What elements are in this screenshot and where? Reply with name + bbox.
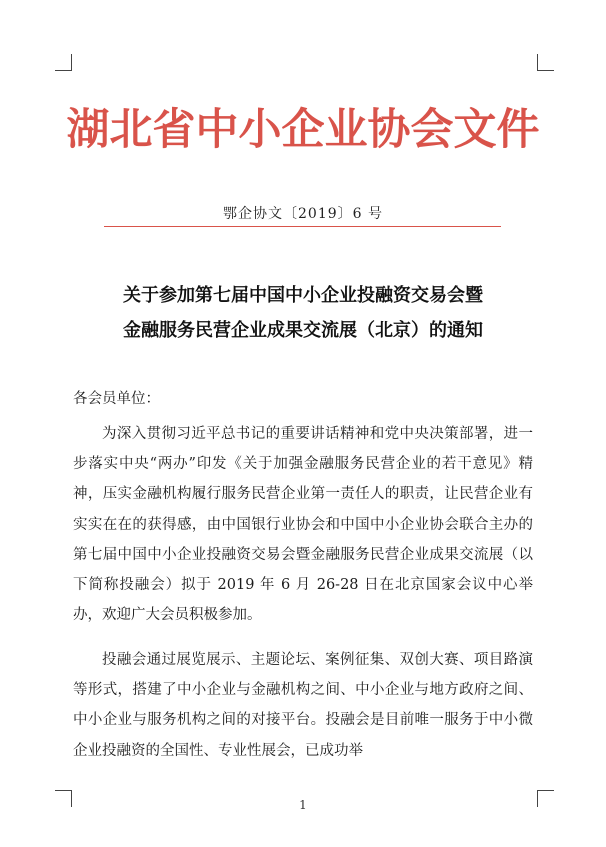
crop-mark-top-left xyxy=(55,54,72,71)
body-paragraph-2: 投融会通过展览展示、主题论坛、案例征集、双创大赛、项目路演等形式，搭建了中小企业与金融机构之间、中小企业与地方政府之间、中小企业与服务机构之间的对接平台。投融会是目前唯一服务于中小微企业投融资的全国性、专业性展会，已成功举 xyxy=(73,652,533,759)
header-divider xyxy=(104,226,501,227)
document-number: 鄂企协文〔2019〕6 号 xyxy=(223,206,383,222)
notice-title-line-2: 金融服务民营企业成果交流展（北京）的通知 xyxy=(123,320,483,341)
document-header-title: 湖北省中小企业协会文件 xyxy=(66,105,540,155)
page-number: 1 xyxy=(299,798,307,812)
notice-title-line-1: 关于参加第七届中国中小企业投融资交易会暨 xyxy=(123,285,483,306)
crop-mark-top-right xyxy=(537,54,554,71)
salutation: 各会员单位： xyxy=(73,391,160,407)
body-paragraph-1: 为深入贯彻习近平总书记的重要讲话精神和党中央决策部署，进一步落实中央“两办”印发《关于加强金融服务民营企业的若干意见》精神，压实金融机构履行服务民营企业第一责任人的职责，让民营企业有实实在在的获得感，由中国银行业协会和中国中小企业协会联合主办的第七届中国中小企业投融资交易会暨金融服务民营企业成果交流展（以下简称投融会）拟于 2019 年 6 月 26-28 日在北京国家会议中心举办，欢迎广大会员积极参加。 xyxy=(73,426,533,624)
